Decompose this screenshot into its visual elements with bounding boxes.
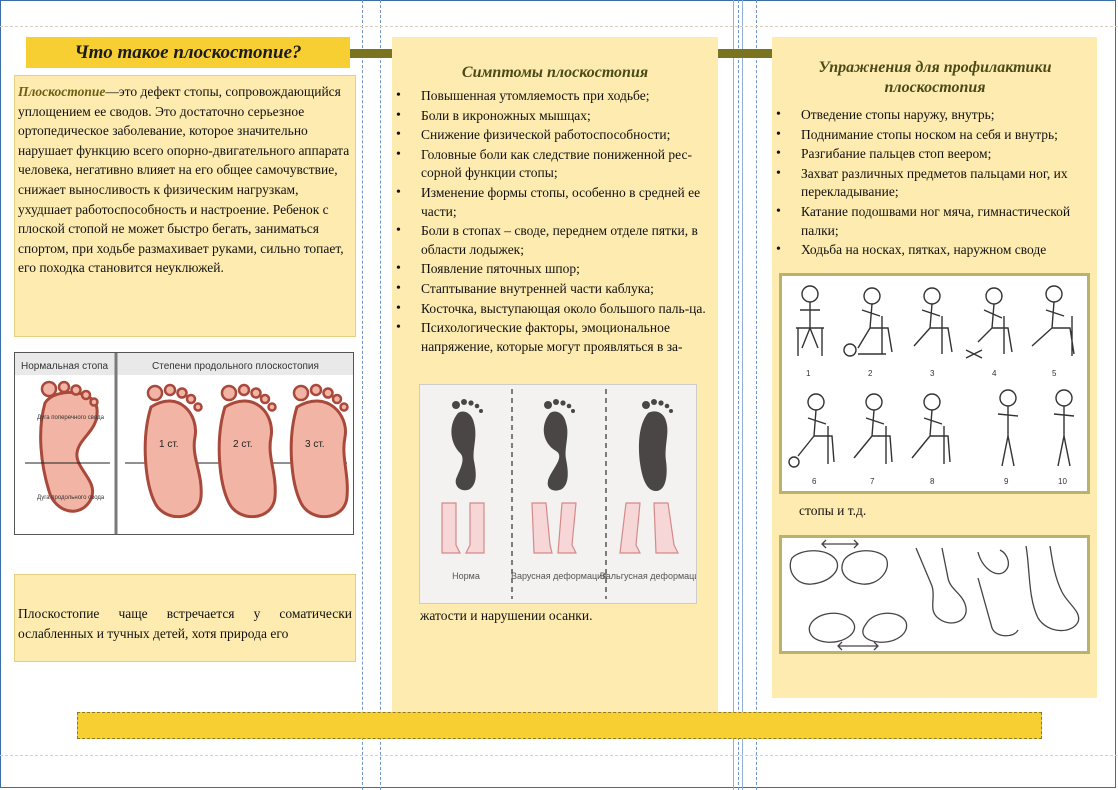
list-item: • Захват различных предметов пальцами ног, их перекладывание; (772, 165, 1095, 202)
list-item: • Стаптывание внутренней части каблука; (392, 280, 715, 299)
exercise-number: 1 (806, 369, 811, 378)
olive-connector (718, 49, 772, 58)
list-item: • Появление пяточных шпор; (392, 260, 715, 279)
norma-label: Норма (452, 571, 480, 581)
list-item: • Изменение формы стопы, особенно в средней ее части; (392, 184, 715, 221)
list-item: • Поднимание стопы носком на себя и внутрь; (772, 126, 1095, 145)
list-item: • Отведение стопы наружу, внутрь; (772, 106, 1095, 125)
symptoms-tail-text: жатости и нарушении осанки. (420, 608, 593, 623)
varus-label: Варусная деформация (510, 571, 608, 581)
exercises-figure (779, 273, 1090, 494)
exercises-tail-text: стопы и т.д. (799, 503, 867, 518)
feet-sketch-icons (790, 540, 1078, 650)
list-item: • Разгибание пальцев стоп веером; (772, 145, 1095, 164)
symptoms-title: Симптомы плоскостопия (461, 64, 649, 81)
list-item: • Боли в стопах – своде, переднем отделе пятки, в области лодыжек; (392, 222, 715, 259)
list-item: • Ходьба на носках, пятках, наружном своде (772, 241, 1095, 260)
margin-guide (0, 26, 1118, 27)
bottom-note-text: Плоскостопие чаще встречается у соматически ослабленных и тучных детей, хотя природа его (18, 606, 352, 641)
exercise-number: 5 (1052, 369, 1057, 378)
exercise-numbers (806, 369, 1067, 486)
column-guide (362, 0, 363, 790)
list-item: • Повышенная утомляемость при ходьбе; (392, 87, 715, 106)
exercises-illustration (782, 276, 1087, 491)
feet-exercise-figure (779, 535, 1090, 654)
transverse-arch-label: Дуга поперечного свода (37, 415, 104, 421)
legs-icons (442, 503, 678, 553)
exercise-number: 2 (868, 369, 873, 378)
intro-paragraph (18, 82, 352, 278)
list-item: • Снижение физической работоспособности; (392, 126, 715, 145)
exercise-number: 4 (992, 369, 997, 378)
longitudinal-arch-label: Дуга продольного свода (37, 495, 105, 501)
exercise-number: 9 (1004, 477, 1009, 486)
list-item: • Психологические факторы, эмоциональное напряжение, которые могут проявляться в за- (392, 319, 715, 356)
degree2-label: 2 ст. (233, 439, 253, 450)
column-guide (380, 0, 381, 790)
flatfoot-degrees-illustration (15, 353, 353, 534)
degrees-label: Степени продольного плоскостопия (152, 361, 319, 372)
degree3-label: 3 ст. (305, 439, 325, 450)
list-item: • Головные боли как следствие пониженной рес-сорной функции стопы; (392, 146, 715, 183)
foot-deformation-figure (419, 384, 697, 604)
column-guide (756, 0, 757, 790)
intro-lead-term: Плоскостопие (18, 84, 106, 99)
symptoms-list (392, 87, 715, 357)
column-line (733, 0, 734, 790)
list-item: • Катание подошвами ног мяча, гимнастической палки; (772, 203, 1095, 240)
column1-title: Что такое плоскостопие? (26, 37, 350, 68)
normal-foot-label: Нормальная стопа (21, 361, 109, 372)
column-guide (738, 0, 739, 790)
olive-connector (350, 49, 395, 58)
list-item: • Боли в икроножных мышцах; (392, 107, 715, 126)
flatfoot-degrees-figure (14, 352, 354, 535)
bottom-decorative-bar (77, 712, 1042, 739)
degree1-label: 1 ст. (159, 439, 179, 450)
valgus-label: Вальгусная деформация (599, 571, 696, 581)
feet-exercise-illustration (782, 538, 1087, 651)
list-item: • Косточка, выступающая около большого паль-ца. (392, 300, 715, 319)
exercise-number: 10 (1058, 477, 1067, 486)
exercise-number: 6 (812, 477, 817, 486)
intro-text: —это дефект стопы, сопровождающийся уплощением ее сводов. Это достаточно серьезное ортопедическое заболевание, которое значительно нарушает функцию всего опорно-двигательного аппарата человека, негативно влияет на его общее самочувствие, снижает выносливость к физическим нагрузкам, ухудшает работоспособность и настроение. Ребенок с плоской стопой не может быстро бегать, заниматься спортом, при ходьбе размахивает руками, сильно топает, его походка становится неуклюжей. (18, 84, 350, 276)
exercises-title: Упражнения для профилактики плоскостопия (818, 59, 1052, 96)
exercises-list (772, 106, 1095, 261)
footprint-icons (451, 399, 673, 491)
foot-deformation-illustration (420, 385, 696, 603)
column-line (742, 0, 743, 790)
margin-guide (0, 755, 1118, 756)
exercise-number: 3 (930, 369, 935, 378)
exercise-number: 8 (930, 477, 935, 486)
exercise-number: 7 (870, 477, 875, 486)
